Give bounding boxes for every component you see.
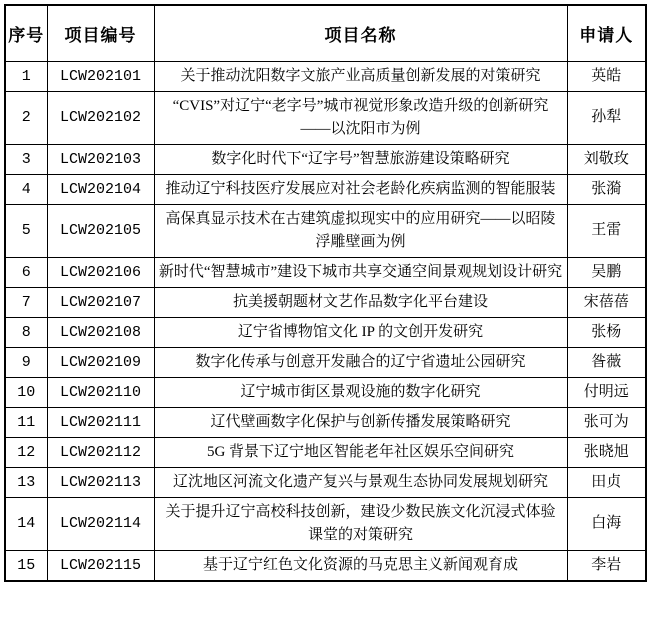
cell-name: 辽代壁画数字化保护与创新传播发展策略研究	[154, 407, 567, 437]
table-row	[5, 257, 646, 287]
cell-code: LCW202114	[47, 497, 154, 550]
cell-index: 11	[5, 407, 47, 437]
cell-name: 推动辽宁科技医疗发展应对社会老龄化疾病监测的智能服装	[154, 174, 567, 204]
cell-code: LCW202110	[47, 377, 154, 407]
cell-applicant: 王雷	[567, 204, 646, 257]
cell-name: 辽沈地区河流文化遗产复兴与景观生态协同发展规划研究	[154, 467, 567, 497]
table-row	[5, 377, 646, 407]
cell-name: 抗美援朝题材文艺作品数字化平台建设	[154, 287, 567, 317]
cell-applicant: 田贞	[567, 467, 646, 497]
column-header-index: 序号	[5, 5, 47, 61]
column-header-name: 项目名称	[154, 5, 567, 61]
cell-applicant: 刘敬玫	[567, 144, 646, 174]
table-row	[5, 204, 646, 257]
cell-applicant: 孙犁	[567, 91, 646, 144]
cell-name: 辽宁省博物馆文化 IP 的文创开发研究	[154, 317, 567, 347]
cell-index: 12	[5, 437, 47, 467]
table-header	[5, 5, 646, 61]
cell-index: 6	[5, 257, 47, 287]
cell-code: LCW202113	[47, 467, 154, 497]
table-row	[5, 174, 646, 204]
cell-code: LCW202102	[47, 91, 154, 144]
cell-index: 9	[5, 347, 47, 377]
cell-index: 4	[5, 174, 47, 204]
table-row	[5, 61, 646, 91]
table-row	[5, 317, 646, 347]
cell-applicant: 张可为	[567, 407, 646, 437]
cell-applicant: 宋蓓蓓	[567, 287, 646, 317]
table-row	[5, 467, 646, 497]
projects-table	[4, 4, 647, 582]
cell-applicant: 英皓	[567, 61, 646, 91]
table-row	[5, 437, 646, 467]
table-row	[5, 347, 646, 377]
column-header-code: 项目编号	[47, 5, 154, 61]
cell-code: LCW202112	[47, 437, 154, 467]
cell-code: LCW202111	[47, 407, 154, 437]
cell-applicant: 张漪	[567, 174, 646, 204]
cell-applicant: 张杨	[567, 317, 646, 347]
cell-code: LCW202105	[47, 204, 154, 257]
cell-name: 新时代“智慧城市”建设下城市共享交通空间景观规划设计研究	[154, 257, 567, 287]
cell-code: LCW202101	[47, 61, 154, 91]
cell-applicant: 付明远	[567, 377, 646, 407]
cell-index: 14	[5, 497, 47, 550]
table-row	[5, 407, 646, 437]
table-row	[5, 91, 646, 144]
cell-name: “CVIS”对辽宁“老字号”城市视觉形象改造升级的创新研究——以沈阳市为例	[154, 91, 567, 144]
cell-index: 3	[5, 144, 47, 174]
cell-index: 13	[5, 467, 47, 497]
cell-name: 辽宁城市街区景观设施的数字化研究	[154, 377, 567, 407]
cell-code: LCW202106	[47, 257, 154, 287]
cell-applicant: 吴鹏	[567, 257, 646, 287]
cell-code: LCW202108	[47, 317, 154, 347]
cell-code: LCW202115	[47, 550, 154, 581]
header-row	[5, 5, 646, 61]
table-row	[5, 550, 646, 581]
column-header-applicant: 申请人	[567, 5, 646, 61]
table-body	[5, 61, 646, 581]
cell-name: 数字化传承与创意开发融合的辽宁省遗址公园研究	[154, 347, 567, 377]
cell-code: LCW202109	[47, 347, 154, 377]
cell-index: 10	[5, 377, 47, 407]
cell-index: 7	[5, 287, 47, 317]
cell-name: 关于提升辽宁高校科技创新，建设少数民族文化沉浸式体验课堂的对策研究	[154, 497, 567, 550]
cell-code: LCW202103	[47, 144, 154, 174]
cell-index: 1	[5, 61, 47, 91]
cell-applicant: 昝薇	[567, 347, 646, 377]
table-row	[5, 144, 646, 174]
cell-index: 5	[5, 204, 47, 257]
cell-name: 5G 背景下辽宁地区智能老年社区娱乐空间研究	[154, 437, 567, 467]
cell-index: 15	[5, 550, 47, 581]
table-row	[5, 497, 646, 550]
cell-code: LCW202104	[47, 174, 154, 204]
cell-applicant: 李岩	[567, 550, 646, 581]
cell-code: LCW202107	[47, 287, 154, 317]
cell-name: 关于推动沈阳数字文旅产业高质量创新发展的对策研究	[154, 61, 567, 91]
cell-name: 基于辽宁红色文化资源的马克思主义新闻观育成	[154, 550, 567, 581]
cell-applicant: 白海	[567, 497, 646, 550]
cell-name: 数字化时代下“辽字号”智慧旅游建设策略研究	[154, 144, 567, 174]
cell-index: 8	[5, 317, 47, 347]
table-row	[5, 287, 646, 317]
cell-name: 高保真显示技术在古建筑虚拟现实中的应用研究——以昭陵浮雕壁画为例	[154, 204, 567, 257]
cell-index: 2	[5, 91, 47, 144]
cell-applicant: 张晓旭	[567, 437, 646, 467]
